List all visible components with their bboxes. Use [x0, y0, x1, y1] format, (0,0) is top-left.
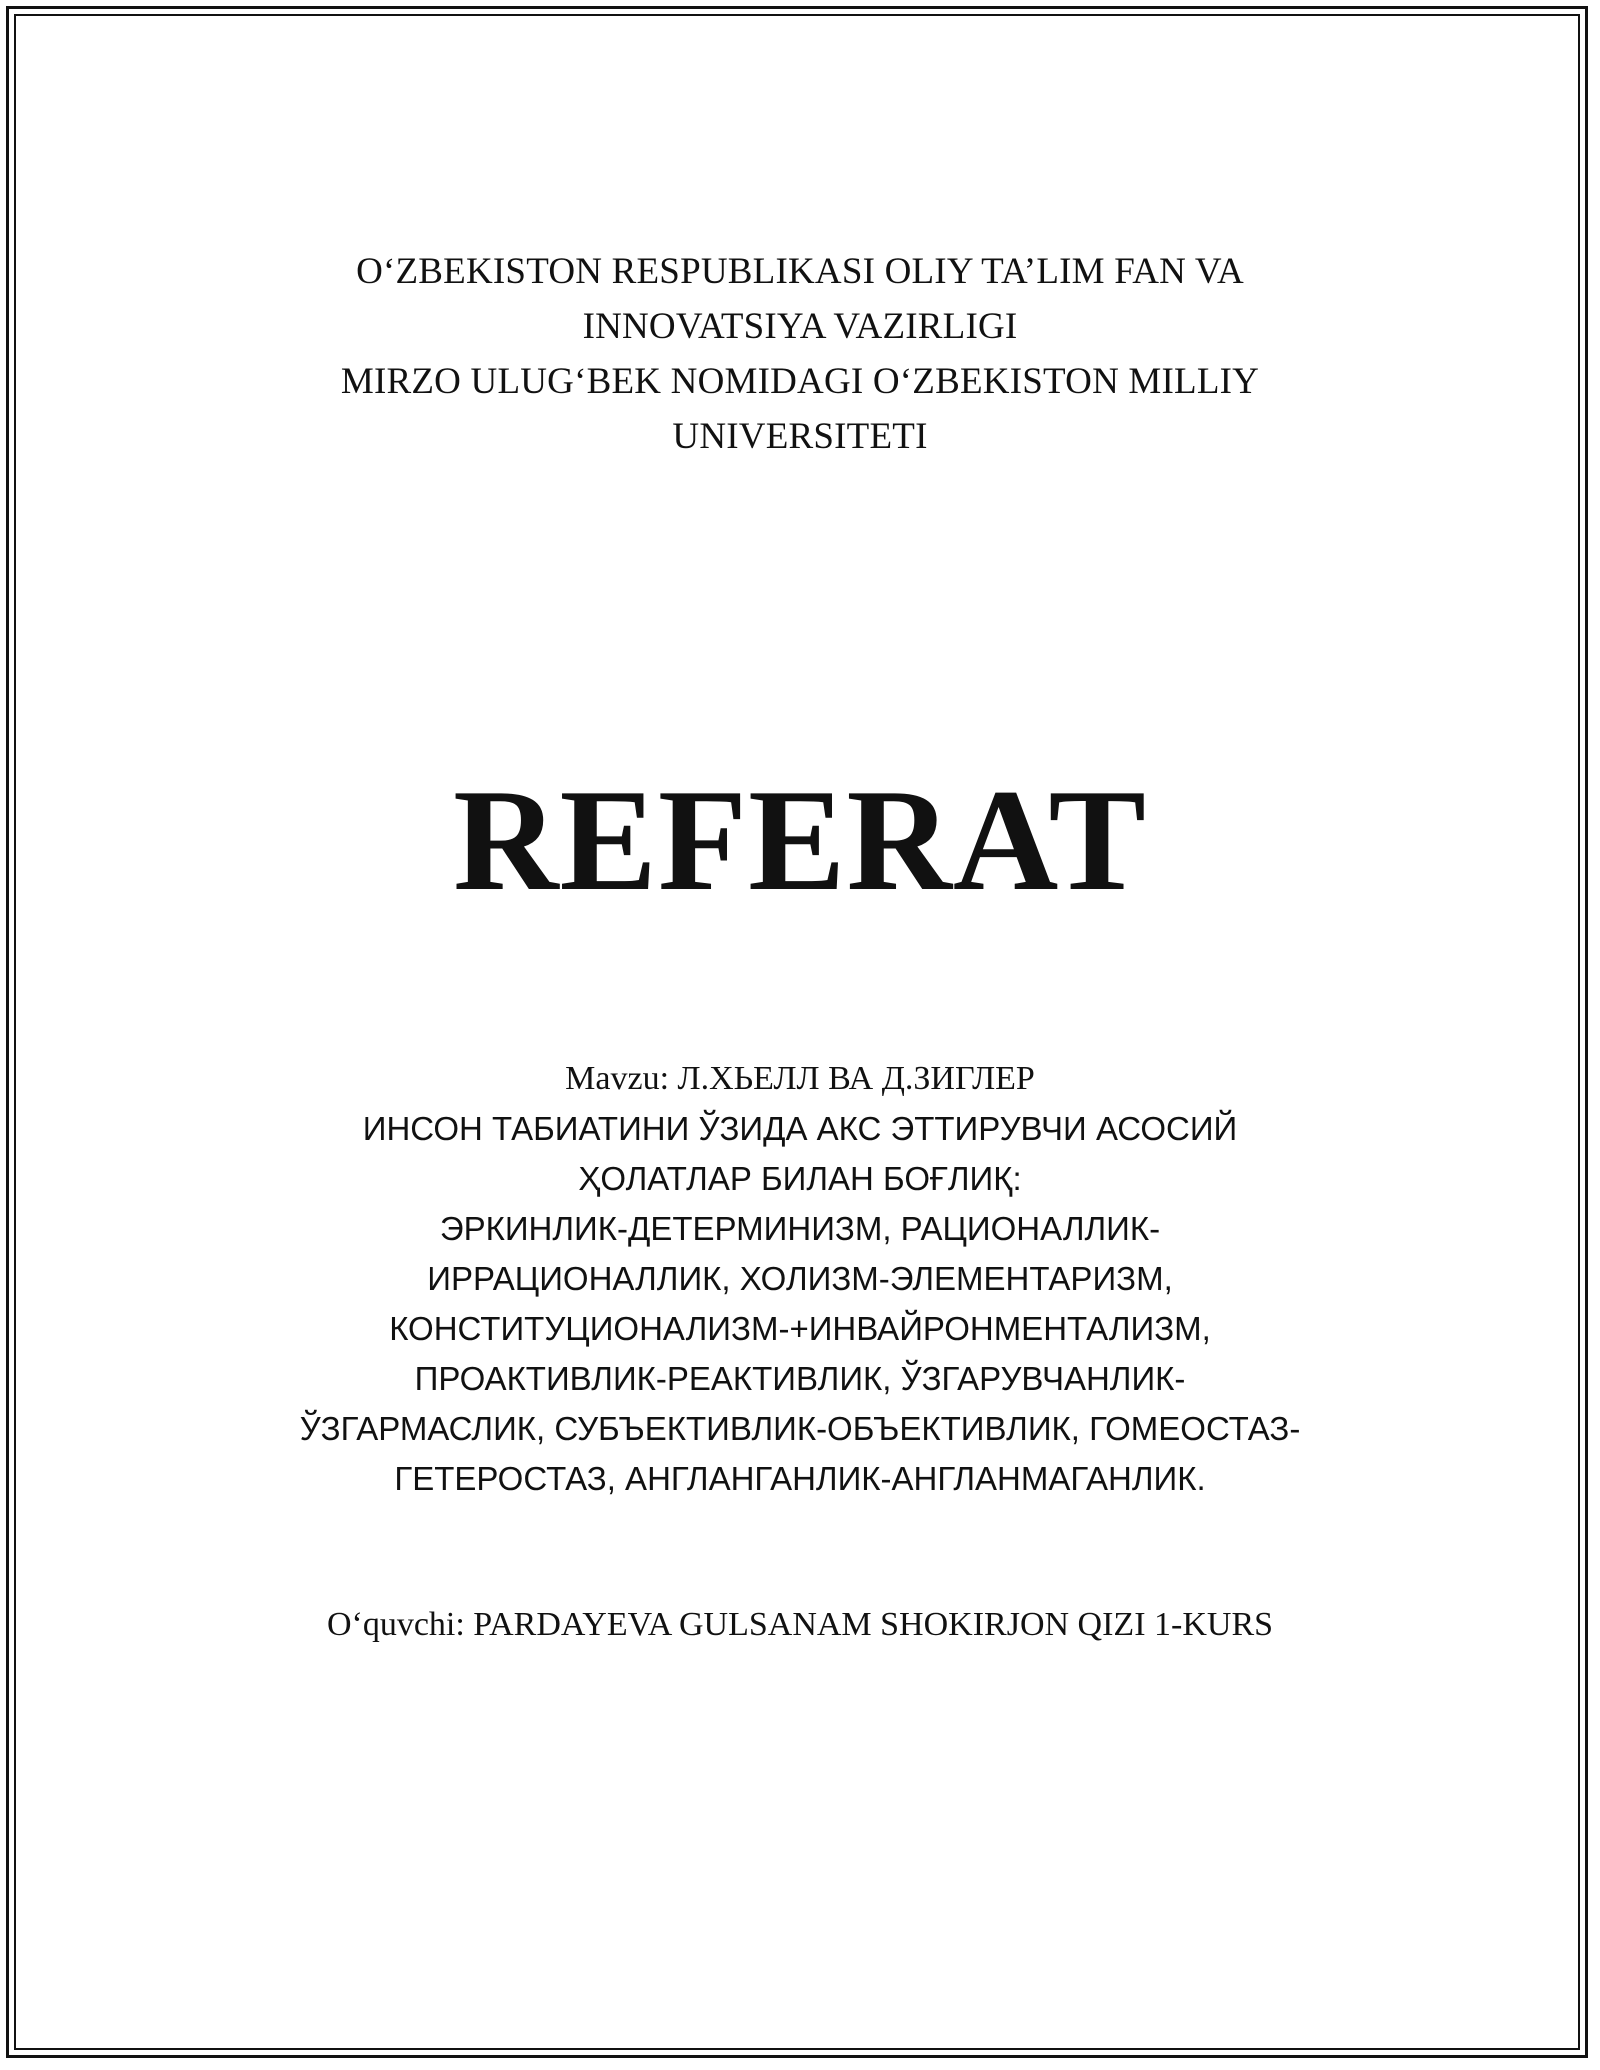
- student-block: [0, 1600, 1600, 1650]
- header-line: MIRZO ULUG‘BEK NOMIDAGI O‘ZBEKISTON MILLIY: [340, 361, 1260, 402]
- topic-line: ЎЗГАРМАСЛИК, СУБЪЕКТИВЛИК-ОБЪЕКТИВЛИК, ГОМЕОСТАЗ-: [299, 1410, 1301, 1447]
- header-line: O‘ZBEKISTON RESPUBLIKASI OLIY TA’LIM FAN VA: [356, 251, 1244, 292]
- title-block: [0, 760, 1600, 920]
- topic-line: КОНСТИТУЦИОНАЛИЗМ-+ИНВАЙРОНМЕНТАЛИЗМ,: [389, 1310, 1211, 1347]
- topic-line: ЭРКИНЛИК-ДЕТЕРМИНИЗМ, РАЦИОНАЛЛИК-: [439, 1210, 1161, 1247]
- topic-line: ИНСОН ТАБИАТИНИ ЎЗИДА АКС ЭТТИРУВЧИ АСОСИЙ: [362, 1110, 1238, 1147]
- topic-line: ИРРАЦИОНАЛЛИК, ХОЛИЗМ-ЭЛЕМЕНТАРИЗМ,: [427, 1260, 1173, 1297]
- header-line: UNIVERSITETI: [672, 416, 928, 457]
- student-line: O‘quvchi: PARDAYEVA GULSANAM SHOKIRJON QIZI 1-KURS: [326, 1606, 1274, 1643]
- ministry-header: [0, 244, 1600, 464]
- topic-subject-line: Mavzu: Л.ХЬЕЛЛ ВА Д.ЗИГЛЕР: [565, 1060, 1035, 1097]
- topic-line: ҲОЛАТЛАР БИЛАН БОҒЛИҚ:: [578, 1160, 1022, 1197]
- topic-line: ГЕТЕРОСТАЗ, АНГЛАНГАНЛИК-АНГЛАНМАГАНЛИК.: [394, 1460, 1206, 1497]
- topic-block: [0, 1054, 1600, 1504]
- header-line: INNOVATSIYA VAZIRLIGI: [582, 306, 1018, 347]
- topic-line: ПРОАКТИВЛИК-РЕАКТИВЛИК, ЎЗГАРУВЧАНЛИК-: [414, 1360, 1186, 1397]
- document-title: REFERAT: [453, 759, 1147, 921]
